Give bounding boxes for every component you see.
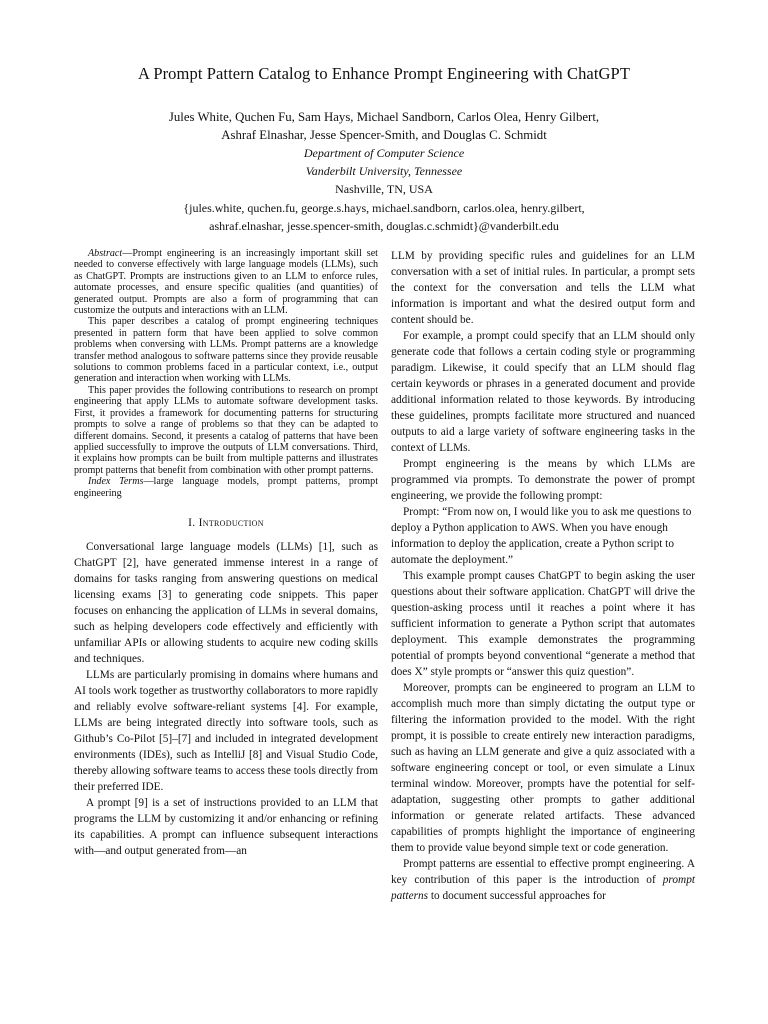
- right-paragraph-2: For example, a prompt could specify that an LLM should only generate code that follows a certain coding style or programming paradigm. Likewise, it could specify that an LLM should flag certain keywords or phrases in a generated document and provide additional information related to those keywords. By introducing these guidelines, prompts facilitate more structured and nuanced outputs to aid a large variety of software engineering tasks in the context of LLMs.: [391, 330, 695, 454]
- index-terms-label: Index Terms: [88, 476, 144, 488]
- prompt-patterns-emphasis: prompt patterns: [391, 874, 695, 902]
- abstract-text-1: —Prompt engineering is an increasingly important skill set needed to converse effectively with large language models (LLMs), such as ChatGPT. Prompts are instructions given to an LLM to enforce rules, automate processes, and ensure specific qualities (and quantities) of generated output. Prompts are also a form of programming that can customize the outputs and interactions with an LLM.: [74, 248, 378, 317]
- authors-line-1: Jules White, Quchen Fu, Sam Hays, Michael Sandborn, Carlos Olea, Henry Gilbert,: [168, 110, 600, 124]
- university: Vanderbilt University, Tennessee: [305, 164, 463, 178]
- department: Department of Computer Science: [303, 146, 465, 160]
- paper-title: A Prompt Pattern Catalog to Enhance Prompt Engineering with ChatGPT: [137, 64, 630, 83]
- index-terms-text: —large language models, prompt patterns, prompt engineering: [74, 476, 378, 499]
- intro-paragraph-2: LLMs are particularly promising in domains where humans and AI tools work together as trustworthy collaborators to more rapidly and reliably evolve software-reliant systems [4]. For example, LLMs are being integrated directly into software tools, such as Github’s Co-Pilot [5]–[7] and included in integrated development environments (IDEs), such as IntelliJ [8] and Visual Studio Code, thereby allowing software teams to access these tools directly from their preferred IDE.: [74, 668, 379, 793]
- right-column: [391, 248, 695, 904]
- authors-line-2: Ashraf Elnashar, Jesse Spencer-Smith, and Douglas C. Schmidt: [221, 128, 547, 142]
- right-paragraph-5: Moreover, prompts can be engineered to program an LLM to accomplish much more than simply dictating the output type or filtering the information provided to the model. With the right prompt, it is possible to create entirely new interaction paradigms, such as having an LLM generate and give a quiz associated with a software engineering concept or tool, or even simulate a Linux terminal window. Moreover, prompts have the potential for self-adaptation, suggesting other prompts to gather additional information or generate related artifacts. These advanced capabilities of prompts highlight the importance of engineering them to provide value beyond simple text or code generation.: [391, 682, 695, 854]
- intro-paragraph-3: A prompt [9] is a set of instructions provided to an LLM that programs the LLM by customizing it and/or enhancing or refining its capabilities. A prompt can influence subsequent interactions with—and output generated from—an: [74, 796, 378, 857]
- right-paragraph-6-end: to document successful approaches for: [428, 890, 606, 902]
- index-terms: [74, 476, 378, 499]
- abstract-label: Abstract: [88, 248, 123, 259]
- section-heading-introduction: I. Introduction: [188, 516, 264, 529]
- location: Nashville, TN, USA: [335, 182, 433, 196]
- introduction-body: [74, 539, 378, 859]
- example-prompt-quote: Prompt: “From now on, I would like you to ask me questions to deploy a Python application to AWS. When you have enough information to deploy the application, create a Python script to automate the deployment.”: [391, 506, 692, 566]
- right-paragraph-4: This example prompt causes ChatGPT to begin asking the user questions about their software application. ChatGPT will drive the question-asking process until it reaches a point where it has sufficient information to generate a Python script that automates deployment. This example demonstrates the programming potential of prompts beyond conventional “generate a method that does X” style prompts or “answer this quiz question”.: [391, 570, 695, 678]
- paper-header: [40, 64, 728, 234]
- emails-line-2: ashraf.elnashar, jesse.spencer-smith, douglas.c.schmidt}@vanderbilt.edu: [209, 219, 559, 233]
- abstract-paragraph-2: This paper describes a catalog of prompt engineering techniques presented in pattern form that have been applied to solve common problems when conversing with LLMs. Prompt patterns are a knowledge transfer method analogous to software patterns since they provide reusable solutions to common problems faced in a particular context, i.e., output generation and interaction when working with LLMs.: [74, 316, 378, 385]
- abstract: [74, 248, 378, 499]
- right-paragraph-1: LLM by providing specific rules and guidelines for an LLM conversation with a set of initial rules. In particular, a prompt sets the context for the conversation and tells the LLM what information is important and what the desired output form and content should be.: [391, 250, 695, 326]
- right-paragraph-6: [391, 856, 695, 904]
- emails-line-1: {jules.white, quchen.fu, george.s.hays, michael.sandborn, carlos.olea, henry.gilbert,: [183, 201, 585, 215]
- left-column: [74, 248, 378, 859]
- intro-paragraph-1: Conversational large language models (LLMs) [1], such as ChatGPT [2], have generated immense interest in a range of domains for tasks ranging from answering questions on medical licensing exams [3] to generating code snippets. This paper focuses on enhancing the application of LLMs in several domains, such as helping developers code effectively and efficiently with unfamiliar APIs or allowing students to acquire new coding skills and techniques.: [74, 540, 378, 665]
- abstract-paragraph-3: This paper provides the following contributions to research on prompt engineering that apply LLMs to automate software development tasks. First, it provides a framework for documenting patterns for structuring prompts to solve a range of problems so that they can be adapted to different domains. Second, it presents a catalog of patterns that have been applied successfully to improve the outputs of LLM conversations. Third, it explains how prompts can be built from multiple patterns and illustrates prompt patterns that benefit from combination with other prompt patterns.: [74, 384, 378, 476]
- right-paragraph-6-start: Prompt patterns are essential to effective prompt engineering. A key contribution of this paper is the introduction of: [391, 858, 695, 886]
- abstract-paragraph-1: [74, 248, 378, 316]
- right-paragraph-3: Prompt engineering is the means by which LLMs are programmed via prompts. To demonstrate the power of prompt engineering, we provide the following prompt:: [391, 458, 695, 502]
